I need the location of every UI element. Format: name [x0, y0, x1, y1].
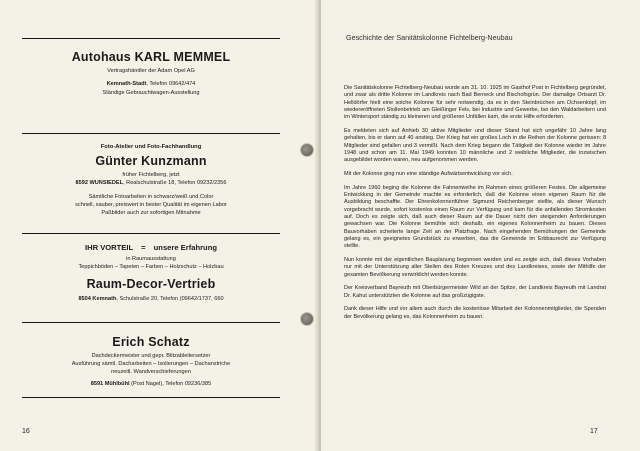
ad-schatz-address: [22, 380, 280, 388]
divider-2: [22, 133, 280, 134]
ad-kunzmann-text1: Sämtliche Fotoarbeiten in schwarz/weiß und Color: [88, 193, 214, 200]
ad-memmel-address: [22, 80, 280, 88]
divider-bottom: [22, 397, 280, 398]
punch-hole-icon: [300, 143, 314, 157]
ad-memmel-line: Ständige Gebrauchtwagen-Ausstellung: [102, 90, 200, 97]
paragraph: Der Kreisverband Bayreuth mit Oberbürgermeister Wild an der Spitze, der Landkreis Bayreuth mit Landrat Dr. Kahut unterstützten die Kolonne auf das großzügigste.: [344, 285, 606, 299]
left-page-number: 16: [22, 428, 30, 435]
right-page-number: 17: [590, 428, 598, 435]
ad-raumdecor: [22, 243, 280, 304]
ad-raumdecor-slogan: [22, 243, 280, 252]
ad-raumdecor-slogan-dash: =: [141, 243, 146, 252]
ad-schatz-address-bold: 8591 Mühlbühl: [90, 380, 130, 387]
ad-kunzmann-address: [22, 179, 280, 187]
ad-raumdecor-address-bold: 8504 Kemnath: [78, 296, 117, 303]
ad-kunzmann-text2: schnell, sauber, preiswert in bester Qualität im eigenen Labor: [75, 201, 227, 208]
ad-raumdecor-name: Raum-Decor-Vertrieb: [86, 277, 216, 292]
paragraph: Es meldeten sich auf Anhieb 30 aktive Mitglieder und dieser Stand hat sich ungefähr 10 Jahre lang gehalten, bis er dann auf 40 anstieg. Der Krieg hat ein großes Loch in die Reihen der Kolonne gerissen: 8 Mitglieder sind gefallen und 3 vermißt. Nach dem Krieg begann die Tätigkeit der Kolonne wieder im Jahre 1948 und schon am 11. Mai 1949 konnten 10 männliche und 2 weibliche Mitglieder, die inzwischen ausgebildet worden waren, neu aufgenommen werden.: [344, 128, 606, 164]
ad-memmel: [22, 50, 280, 98]
ad-memmel-address-rest: , Telefon 09642/474: [146, 81, 196, 88]
ad-schatz-line3: neuzeitl. Wandverschieferungen: [111, 369, 191, 376]
divider-4: [22, 322, 280, 323]
ad-kunzmann-former: früher Fichtelberg, jetzt: [122, 172, 180, 179]
ad-raumdecor-line2: Teppichböden – Tapeten – Farben – Holzschutz – Holzbau: [78, 264, 224, 271]
paragraph: Die Sanitätskolonne Fichtelberg-Neubau wurde am 31. 10. 1925 im Gasthof Post in Fichtelberg gegründet, und zwar als dritte Kolonne im Landkreis nach Bad Berneck und Bischofsgrün. Der damalige Ortsarzt Dr. Helldörfer hielt eine solche Kolonne für sehr notwendig, da es in den Steinbrüchen am Ochsenkopf, im wiedereröffneten Stollenbetrieb am Gleißinger Fels, bei Industrie und Gewerbe, bei den Waldarbeitern und im Wintersport ständig zu kleineren und größeren Unfällen kam, die erste Hilfe erforderten.: [344, 85, 606, 121]
paragraph: Mit der Kolonne ging nun eine ständige Aufwärtsentwicklung vor sich.: [344, 171, 513, 178]
ad-raumdecor-address: [22, 295, 280, 303]
ad-memmel-name: Autohaus KARL MEMMEL: [71, 50, 231, 64]
ad-kunzmann-text3: Paßbilder auch zur sofortigen Mitnahme: [101, 210, 201, 217]
ad-kunzmann-address-rest: , Realschulstraße 18, Telefon 09232/2356: [123, 180, 227, 187]
divider-top: [22, 38, 280, 39]
divider-3: [22, 233, 280, 234]
ad-kunzmann: [22, 143, 280, 217]
ad-kunzmann-heading: Foto-Atelier und Foto-Fachhandlung: [100, 144, 202, 150]
ad-kunzmann-address-bold: 8592 WUNSIEDEL: [75, 180, 124, 187]
paragraph: Nun konnte mit der eigentlichen Bauplanung begonnen werden und es zeigte sich, daß dieses Vorhaben nur mit der Unterstützung aller Stellen des Roten Kreuzes und des Landkreises, sowie der Mithilfe der gesamten Bevölkerung verwirklicht werden konnte.: [344, 257, 606, 278]
ad-raumdecor-line1: in Raumausstattung: [126, 256, 176, 262]
ad-schatz-address-rest: (Post Nagel), Telefon 09236/385: [129, 380, 212, 387]
ad-raumdecor-slogan-right: unsere Erfahrung: [153, 243, 217, 252]
punch-hole-icon: [300, 312, 314, 326]
paragraph: Dank dieser Hilfe und vor allem auch durch die kostenlose Mitarbeit der Kolonnenmitglieder, die Spenden der Bevölkerung gelang es, das Kolonnenheim zu bauen.: [344, 306, 606, 320]
history-text: [344, 85, 606, 327]
ad-schatz-name: Erich Schatz: [112, 335, 190, 349]
ad-raumdecor-address-rest: , Schulstraße 20, Telefon (09642/1737, 660: [116, 296, 224, 303]
ad-schatz: [22, 335, 280, 388]
paragraph: Im Jahre 1960 beging die Kolonne die Fahnenweihe im Rahmen eines größeren Festes. Die allgemeine Entwicklung in der Gemeinde machte es erforderlich, daß die Kolonne einen eigenen Raum für die Ausbildung beschaffte. Der Ehrenkolonnenführer Sigmund Reichenberger stellte, als dieser Wunsch vorgebracht wurde, sofort kostenlos einen Raum zur Verfügung und kam für die anfallenden Stromkosten auf. Doch es zeigte sich, daß auch dieser Raum auf die Dauer nicht den steigenden Anforderungen gewachsen war. Die Kolonne bemühte sich deshalb, ein eigenes Kolonnenheim zu bauen. Dieses Bauvorhaben scheiterte lange Zeit an der Platzfrage. Nach eingehenden Bemühungen der Gemeinde gelang es, ein geeignetes Grundstück zu erwerben, das die Gemeinde im Erbbaurecht zur Verfügung stellte.: [344, 184, 606, 250]
ad-raumdecor-slogan-left: IHR VORTEIL: [85, 243, 133, 252]
page-title: Geschichte der Sanitätskolonne Fichtelberg-Neubau: [346, 33, 513, 42]
left-page: [0, 0, 319, 451]
ad-schatz-line2: Ausführung sämtl. Dacharbeiten – Isolierungen – Dachanstriche: [71, 361, 231, 368]
ad-memmel-subtitle: Vertragshändler der Adam Opel AG: [107, 68, 195, 74]
ad-schatz-line1: Dachdeckermeister und gepr. Blitzableitersetzer: [91, 353, 211, 359]
ad-memmel-address-bold: Kemnath-Stadt: [106, 81, 147, 88]
ad-kunzmann-name: Günter Kunzmann: [95, 154, 207, 169]
